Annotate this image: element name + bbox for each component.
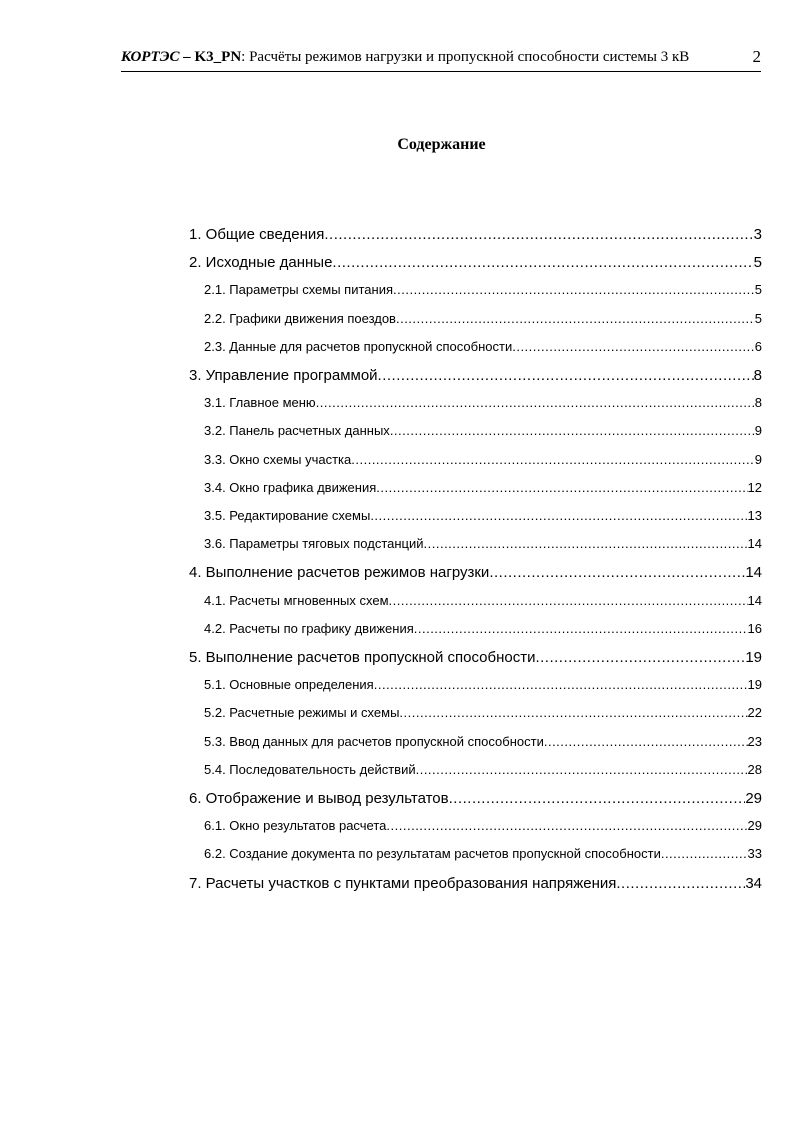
toc-entry-label: 5. Выполнение расчетов пропускной способности <box>189 649 536 666</box>
toc-entry-page: 8 <box>754 395 762 411</box>
toc-leader-dots <box>535 649 745 666</box>
toc-entry-page: 5 <box>754 310 762 326</box>
toc-leader-dots <box>390 423 755 438</box>
header-brand: КОРТЭС <box>121 49 180 65</box>
toc-entry-label: 1. Общие сведения <box>189 226 325 243</box>
toc-leader-dots <box>512 339 755 354</box>
toc-entry[interactable] <box>189 339 762 354</box>
toc-entry-label: 3.2. Панель расчетных данных <box>204 423 390 439</box>
toc-entry-label: 5.2. Расчетные режимы и схемы <box>204 705 400 721</box>
toc-entry-label: 5.1. Основные определения <box>204 677 374 693</box>
toc-leader-dots <box>376 480 747 495</box>
toc-leader-dots <box>661 846 748 861</box>
toc-entry-page: 12 <box>747 479 762 495</box>
toc-entry[interactable] <box>189 734 762 749</box>
toc-entry-page: 13 <box>747 508 762 523</box>
toc-entry[interactable] <box>189 452 762 467</box>
toc-entry[interactable] <box>189 762 762 777</box>
toc-entry-label: 3.3. Окно схемы участка <box>204 451 352 467</box>
toc-entry-page: 22 <box>747 705 762 721</box>
toc-entry-page: 23 <box>747 733 762 749</box>
toc-entry-page: 5 <box>753 254 762 272</box>
toc-entry[interactable] <box>189 621 762 636</box>
toc-entry[interactable] <box>189 254 762 271</box>
toc-entry[interactable] <box>189 790 762 807</box>
toc-leader-dots <box>386 818 747 833</box>
toc-leader-dots <box>424 536 748 551</box>
toc-entry[interactable] <box>189 536 762 551</box>
toc-entry[interactable] <box>189 818 762 833</box>
toc-leader-dots <box>351 452 755 467</box>
toc-entry-label: 6.1. Окно результатов расчета <box>204 818 387 834</box>
toc-entry-label: 2. Исходные данные <box>189 254 333 272</box>
toc-entry-page: 9 <box>754 451 762 467</box>
toc-entry-label: 6. Отображение и вывод результатов <box>189 790 449 807</box>
toc-entry[interactable] <box>189 480 762 495</box>
toc-leader-dots <box>378 367 754 384</box>
toc-entry-page: 34 <box>745 874 762 892</box>
header-title <box>121 49 689 66</box>
toc-entry-label: 5.4. Последовательность действий <box>204 761 416 777</box>
toc-leader-dots <box>544 734 748 749</box>
toc-entry[interactable] <box>189 875 762 892</box>
toc-entry[interactable] <box>189 593 762 608</box>
toc-entry[interactable] <box>189 226 762 243</box>
toc-leader-dots <box>374 677 748 692</box>
toc-leader-dots <box>324 226 753 243</box>
toc-entry-page: 14 <box>745 564 762 582</box>
header-page-number: 2 <box>752 47 761 66</box>
toc-entry-label: 4. Выполнение расчетов режимов нагрузки <box>189 564 490 582</box>
toc-entry-page: 9 <box>754 423 762 439</box>
toc-entry-label: 4.1. Расчеты мгновенных схем <box>204 592 389 608</box>
toc-entry[interactable] <box>189 508 762 523</box>
toc-entry-page: 33 <box>747 846 762 862</box>
toc-entry-page: 29 <box>745 790 762 807</box>
toc-entry-page: 19 <box>747 677 762 693</box>
toc-entry-page: 3 <box>753 226 762 243</box>
toc-leader-dots <box>416 762 748 777</box>
toc-entry[interactable] <box>189 311 762 326</box>
toc-leader-dots <box>370 508 747 523</box>
toc-entry-label: 3.6. Параметры тяговых подстанций <box>204 536 424 552</box>
toc-title: Содержание <box>397 136 486 153</box>
toc-leader-dots <box>389 593 748 608</box>
toc-entry[interactable] <box>189 846 762 861</box>
toc-entry-page: 19 <box>745 649 762 666</box>
toc-entry-label: 3.5. Редактирование схемы <box>204 508 371 523</box>
toc-entry-label: 3.4. Окно графика движения <box>204 479 377 495</box>
toc-entry-label: 2.3. Данные для расчетов пропускной способности <box>204 338 513 354</box>
toc-entry-page: 16 <box>747 620 762 636</box>
page-header <box>121 47 761 72</box>
toc-entry[interactable] <box>189 705 762 720</box>
toc-entry-page: 14 <box>747 592 762 608</box>
toc-entry[interactable] <box>189 649 762 666</box>
toc-leader-dots <box>414 621 748 636</box>
toc-entry-page: 5 <box>754 282 762 298</box>
toc-leader-dots <box>316 395 755 410</box>
toc-entry-label: 6.2. Создание документа по результатам расчетов пропускной способности <box>204 846 661 862</box>
toc-entry-label: 2.1. Параметры схемы питания <box>204 282 394 298</box>
toc-leader-dots <box>393 282 755 297</box>
toc-entry[interactable] <box>189 423 762 438</box>
header-module: K3_PN <box>194 49 242 65</box>
toc-entry-label: 3.1. Главное меню <box>204 395 316 411</box>
toc-entry-page: 14 <box>747 536 762 552</box>
toc-entry-page: 6 <box>754 338 762 354</box>
toc-leader-dots <box>489 564 745 581</box>
toc-entry[interactable] <box>189 367 762 384</box>
toc-entry-label: 7. Расчеты участков с пунктами преобразования напряжения <box>189 874 617 892</box>
toc-leader-dots <box>399 705 747 720</box>
toc-leader-dots <box>396 311 755 326</box>
toc-entry-page: 29 <box>747 818 762 834</box>
header-subtitle: : Расчёты режимов нагрузки и пропускной способности системы 3 кВ <box>241 49 690 65</box>
toc-leader-dots <box>616 875 745 892</box>
toc-entry-label: 5.3. Ввод данных для расчетов пропускной способности <box>204 733 544 749</box>
toc-entry[interactable] <box>189 677 762 692</box>
toc-entry-label: 2.2. Графики движения поездов <box>204 310 396 326</box>
toc-entry[interactable] <box>189 282 762 297</box>
toc-leader-dots <box>332 254 753 271</box>
toc-entry[interactable] <box>189 564 762 581</box>
toc-entry-label: 4.2. Расчеты по графику движения <box>204 620 414 636</box>
toc-entry-page: 8 <box>753 367 762 384</box>
toc-entry-label: 3. Управление программой <box>189 367 378 384</box>
toc-leader-dots <box>449 790 746 807</box>
toc-entry-page: 28 <box>747 761 762 777</box>
toc-entry[interactable] <box>189 395 762 410</box>
header-dash: – <box>179 49 195 65</box>
